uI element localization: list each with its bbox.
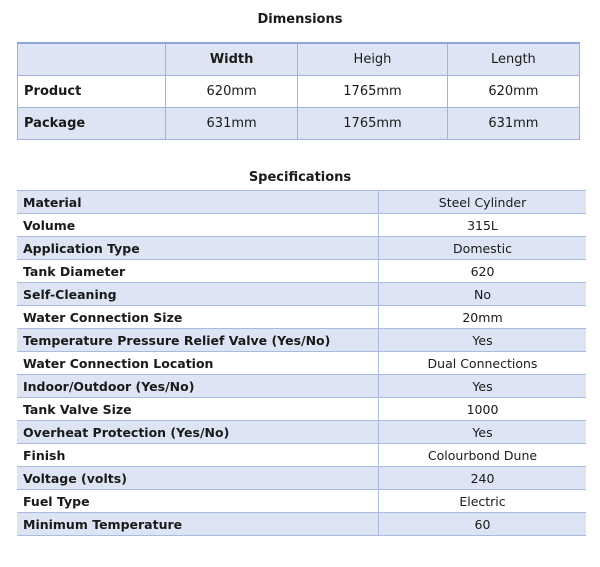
spec-label: Water Connection Size [17, 306, 379, 329]
dimensions-cell-length: 631mm [447, 108, 579, 140]
dimensions-cell-length: 620mm [447, 76, 579, 108]
specifications-title: Specifications [248, 170, 352, 185]
spec-label: Indoor/Outdoor (Yes/No) [17, 375, 379, 398]
spec-row [17, 329, 586, 352]
spec-label: Fuel Type [17, 490, 379, 513]
spec-row [17, 421, 586, 444]
spec-label: Temperature Pressure Relief Valve (Yes/No) [17, 329, 379, 352]
dimensions-header-row [18, 43, 580, 76]
spec-label: Minimum Temperature [17, 513, 379, 536]
specifications-table [17, 190, 586, 536]
spec-row [17, 398, 586, 421]
spec-row [17, 237, 586, 260]
spec-value: 1000 [379, 398, 587, 421]
dimensions-cell-height: 1765mm [298, 76, 448, 108]
dimensions-cell-width: 631mm [166, 108, 298, 140]
spec-value: Yes [379, 329, 587, 352]
spec-value: Yes [379, 421, 587, 444]
spec-label: Self-Cleaning [17, 283, 379, 306]
spec-row [17, 444, 586, 467]
spec-label: Voltage (volts) [17, 467, 379, 490]
spec-value: 315L [379, 214, 587, 237]
spec-value: 20mm [379, 306, 587, 329]
spec-row [17, 375, 586, 398]
spec-value: Electric [379, 490, 587, 513]
dimensions-row-product [18, 76, 580, 108]
spec-row [17, 283, 586, 306]
dimensions-cell-height: 1765mm [298, 108, 448, 140]
dimensions-header-blank [18, 43, 166, 76]
dimensions-row-label: Product [18, 76, 166, 108]
dimensions-header-height: Heigh [298, 43, 448, 76]
spec-value: Steel Cylinder [379, 191, 587, 214]
spec-label: Finish [17, 444, 379, 467]
spec-value: No [379, 283, 587, 306]
spec-value: Yes [379, 375, 587, 398]
dimensions-table [17, 42, 580, 140]
spec-label: Tank Diameter [17, 260, 379, 283]
spec-value: 240 [379, 467, 587, 490]
dimensions-row-package [18, 108, 580, 140]
spec-row [17, 306, 586, 329]
spec-row [17, 352, 586, 375]
spec-label: Material [17, 191, 379, 214]
spec-value: 60 [379, 513, 587, 536]
spec-row [17, 467, 586, 490]
dimensions-cell-width: 620mm [166, 76, 298, 108]
spec-value: 620 [379, 260, 587, 283]
spec-label: Application Type [17, 237, 379, 260]
spec-row [17, 260, 586, 283]
spec-label: Overheat Protection (Yes/No) [17, 421, 379, 444]
spec-row [17, 214, 586, 237]
dimensions-header-length: Length [447, 43, 579, 76]
spec-row [17, 513, 586, 536]
dimensions-row-label: Package [18, 108, 166, 140]
spec-value: Colourbond Dune [379, 444, 587, 467]
spec-label: Tank Valve Size [17, 398, 379, 421]
spec-row [17, 490, 586, 513]
spec-label: Water Connection Location [17, 352, 379, 375]
spec-value: Dual Connections [379, 352, 587, 375]
dimensions-header-width: Width [166, 43, 298, 76]
spec-row [17, 191, 586, 214]
dimensions-title: Dimensions [257, 12, 343, 27]
spec-value: Domestic [379, 237, 587, 260]
spec-label: Volume [17, 214, 379, 237]
